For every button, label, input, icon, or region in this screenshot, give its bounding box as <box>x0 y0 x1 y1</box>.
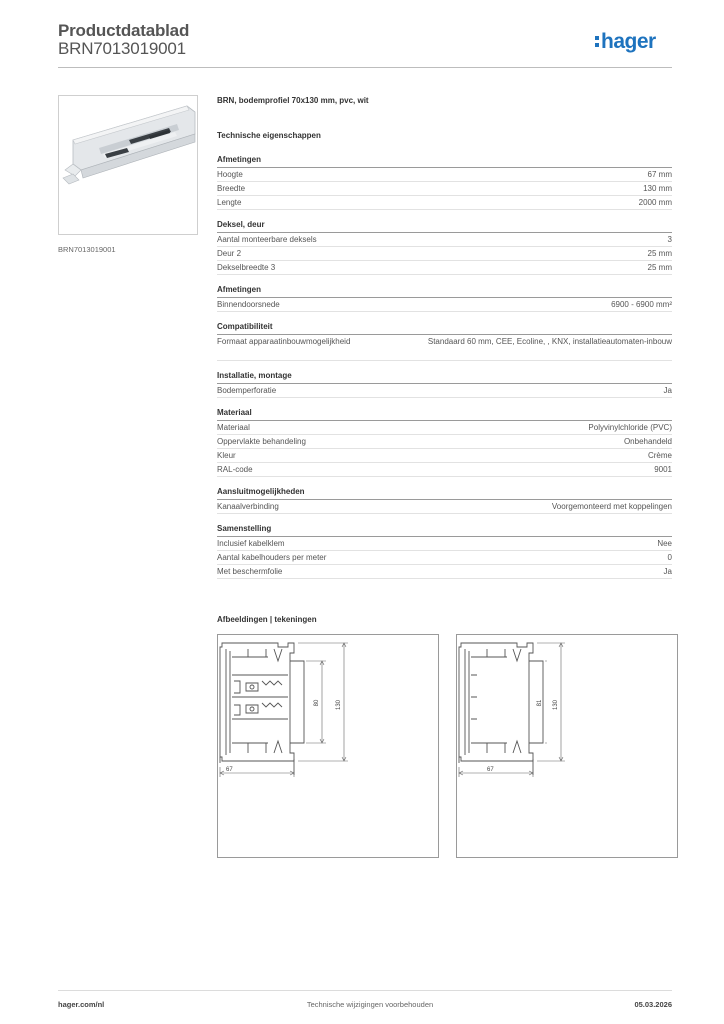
spec-label: Kleur <box>217 451 236 460</box>
spec-label: Hoogte <box>217 170 243 179</box>
spec-row <box>217 537 672 551</box>
spec-row <box>217 384 672 398</box>
spec-row <box>217 463 672 477</box>
spec-row <box>217 500 672 514</box>
spec-value: 25 mm <box>647 249 672 258</box>
spec-value: Standaard 60 mm, CEE, Ecoline, , KNX, installatieautomaten-inbouw <box>427 337 672 346</box>
spec-label: Inclusief kabelklem <box>217 539 285 548</box>
dim-inner-label: 81 <box>537 699 543 707</box>
tech-properties-heading: Technische eigenschappen <box>217 131 321 140</box>
spec-row <box>217 435 672 449</box>
spec-section-material <box>217 406 672 477</box>
spec-label: Lengte <box>217 198 242 207</box>
spec-value: 6900 - 6900 mm² <box>611 300 672 309</box>
spec-label: Materiaal <box>217 423 250 432</box>
section-title: Compatibiliteit <box>217 320 672 335</box>
dim-width-label: 67 <box>487 767 494 773</box>
footer-website-link[interactable]: hager.com/nl <box>58 1000 105 1009</box>
spec-section-inner-dimensions <box>217 283 672 312</box>
spec-label: Breedte <box>217 184 246 193</box>
spec-row <box>217 261 672 275</box>
technical-drawing-2 <box>456 634 678 858</box>
spec-value: 25 mm <box>647 263 672 272</box>
spec-section-dimensions <box>217 153 672 210</box>
spec-label: Deur 2 <box>217 249 242 258</box>
document-title: Productdatablad <box>58 21 190 40</box>
spec-value: 67 mm <box>647 170 672 179</box>
spec-section-installation <box>217 369 672 398</box>
spec-value: Crème <box>647 451 672 460</box>
spec-value: 9001 <box>654 465 672 474</box>
spec-label: Bodemperforatie <box>217 386 277 395</box>
spec-value: Polyvinylchloride (PVC) <box>588 423 672 432</box>
spec-value: Nee <box>657 539 672 548</box>
spec-row <box>217 233 672 247</box>
spec-row <box>217 182 672 196</box>
spec-table <box>217 153 672 587</box>
spec-row <box>217 247 672 261</box>
section-title: Samenstelling <box>217 522 672 537</box>
spec-label: Dekselbreedte 3 <box>217 263 276 272</box>
footer-date: 05.03.2026 <box>634 1000 672 1009</box>
section-title: Afmetingen <box>217 153 672 168</box>
spec-row <box>217 421 672 435</box>
images-heading: Afbeeldingen | tekeningen <box>217 615 317 624</box>
spec-label: Aantal kabelhouders per meter <box>217 553 327 562</box>
header-divider <box>58 67 672 68</box>
spec-row <box>217 449 672 463</box>
spec-value: 2000 mm <box>638 198 672 207</box>
spec-label: Met beschermfolie <box>217 567 283 576</box>
logo-dot-bottom <box>595 43 599 47</box>
spec-value: Ja <box>663 386 672 395</box>
spec-value: Voorgemonteerd met koppelingen <box>551 502 672 511</box>
spec-row <box>217 565 672 579</box>
spec-section-cover-door <box>217 218 672 275</box>
hager-logo <box>594 29 674 55</box>
spec-row <box>217 335 672 361</box>
spec-label: Oppervlakte behandeling <box>217 437 306 446</box>
spec-value: 0 <box>667 553 672 562</box>
section-title: Installatie, montage <box>217 369 672 384</box>
spec-value: Onbehandeld <box>623 437 672 446</box>
spec-label: Aantal monteerbare deksels <box>217 235 317 244</box>
section-title: Deksel, deur <box>217 218 672 233</box>
spec-row <box>217 196 672 210</box>
dim-inner-label: 80 <box>314 699 320 707</box>
technical-drawing-1 <box>217 634 439 858</box>
footer-divider <box>58 990 672 991</box>
spec-section-composition <box>217 522 672 579</box>
product-photo <box>58 95 198 235</box>
spec-value: 3 <box>667 235 672 244</box>
spec-row <box>217 551 672 565</box>
dim-width-label: 67 <box>226 767 233 773</box>
section-title: Aansluitmogelijkheden <box>217 485 672 500</box>
logo-dot-top <box>595 36 599 40</box>
spec-value: Ja <box>663 567 672 576</box>
logo-text: hager <box>601 30 656 53</box>
spec-label: Formaat apparaatinbouwmogelijkheid <box>217 337 351 346</box>
footer-disclaimer: Technische wijzigingen voorbehouden <box>306 1000 434 1009</box>
spec-section-connections <box>217 485 672 514</box>
spec-value: 130 mm <box>643 184 672 193</box>
spec-label: Binnendoorsnede <box>217 300 280 309</box>
spec-label: Kanaalverbinding <box>217 502 279 511</box>
spec-label: RAL-code <box>217 465 253 474</box>
dim-height-label: 130 <box>553 699 559 711</box>
dimension-line-width <box>459 767 533 777</box>
section-title: Afmetingen <box>217 283 672 298</box>
spec-row <box>217 168 672 182</box>
product-heading: BRN, bodemprofiel 70x130 mm, pvc, wit <box>217 96 369 105</box>
spec-section-compatibility <box>217 320 672 361</box>
photo-caption: BRN7013019001 <box>58 245 116 254</box>
article-number: BRN7013019001 <box>58 39 186 58</box>
spec-row <box>217 298 672 312</box>
section-title: Materiaal <box>217 406 672 421</box>
dim-height-label: 130 <box>336 699 342 711</box>
dimension-line-inner <box>543 661 547 743</box>
